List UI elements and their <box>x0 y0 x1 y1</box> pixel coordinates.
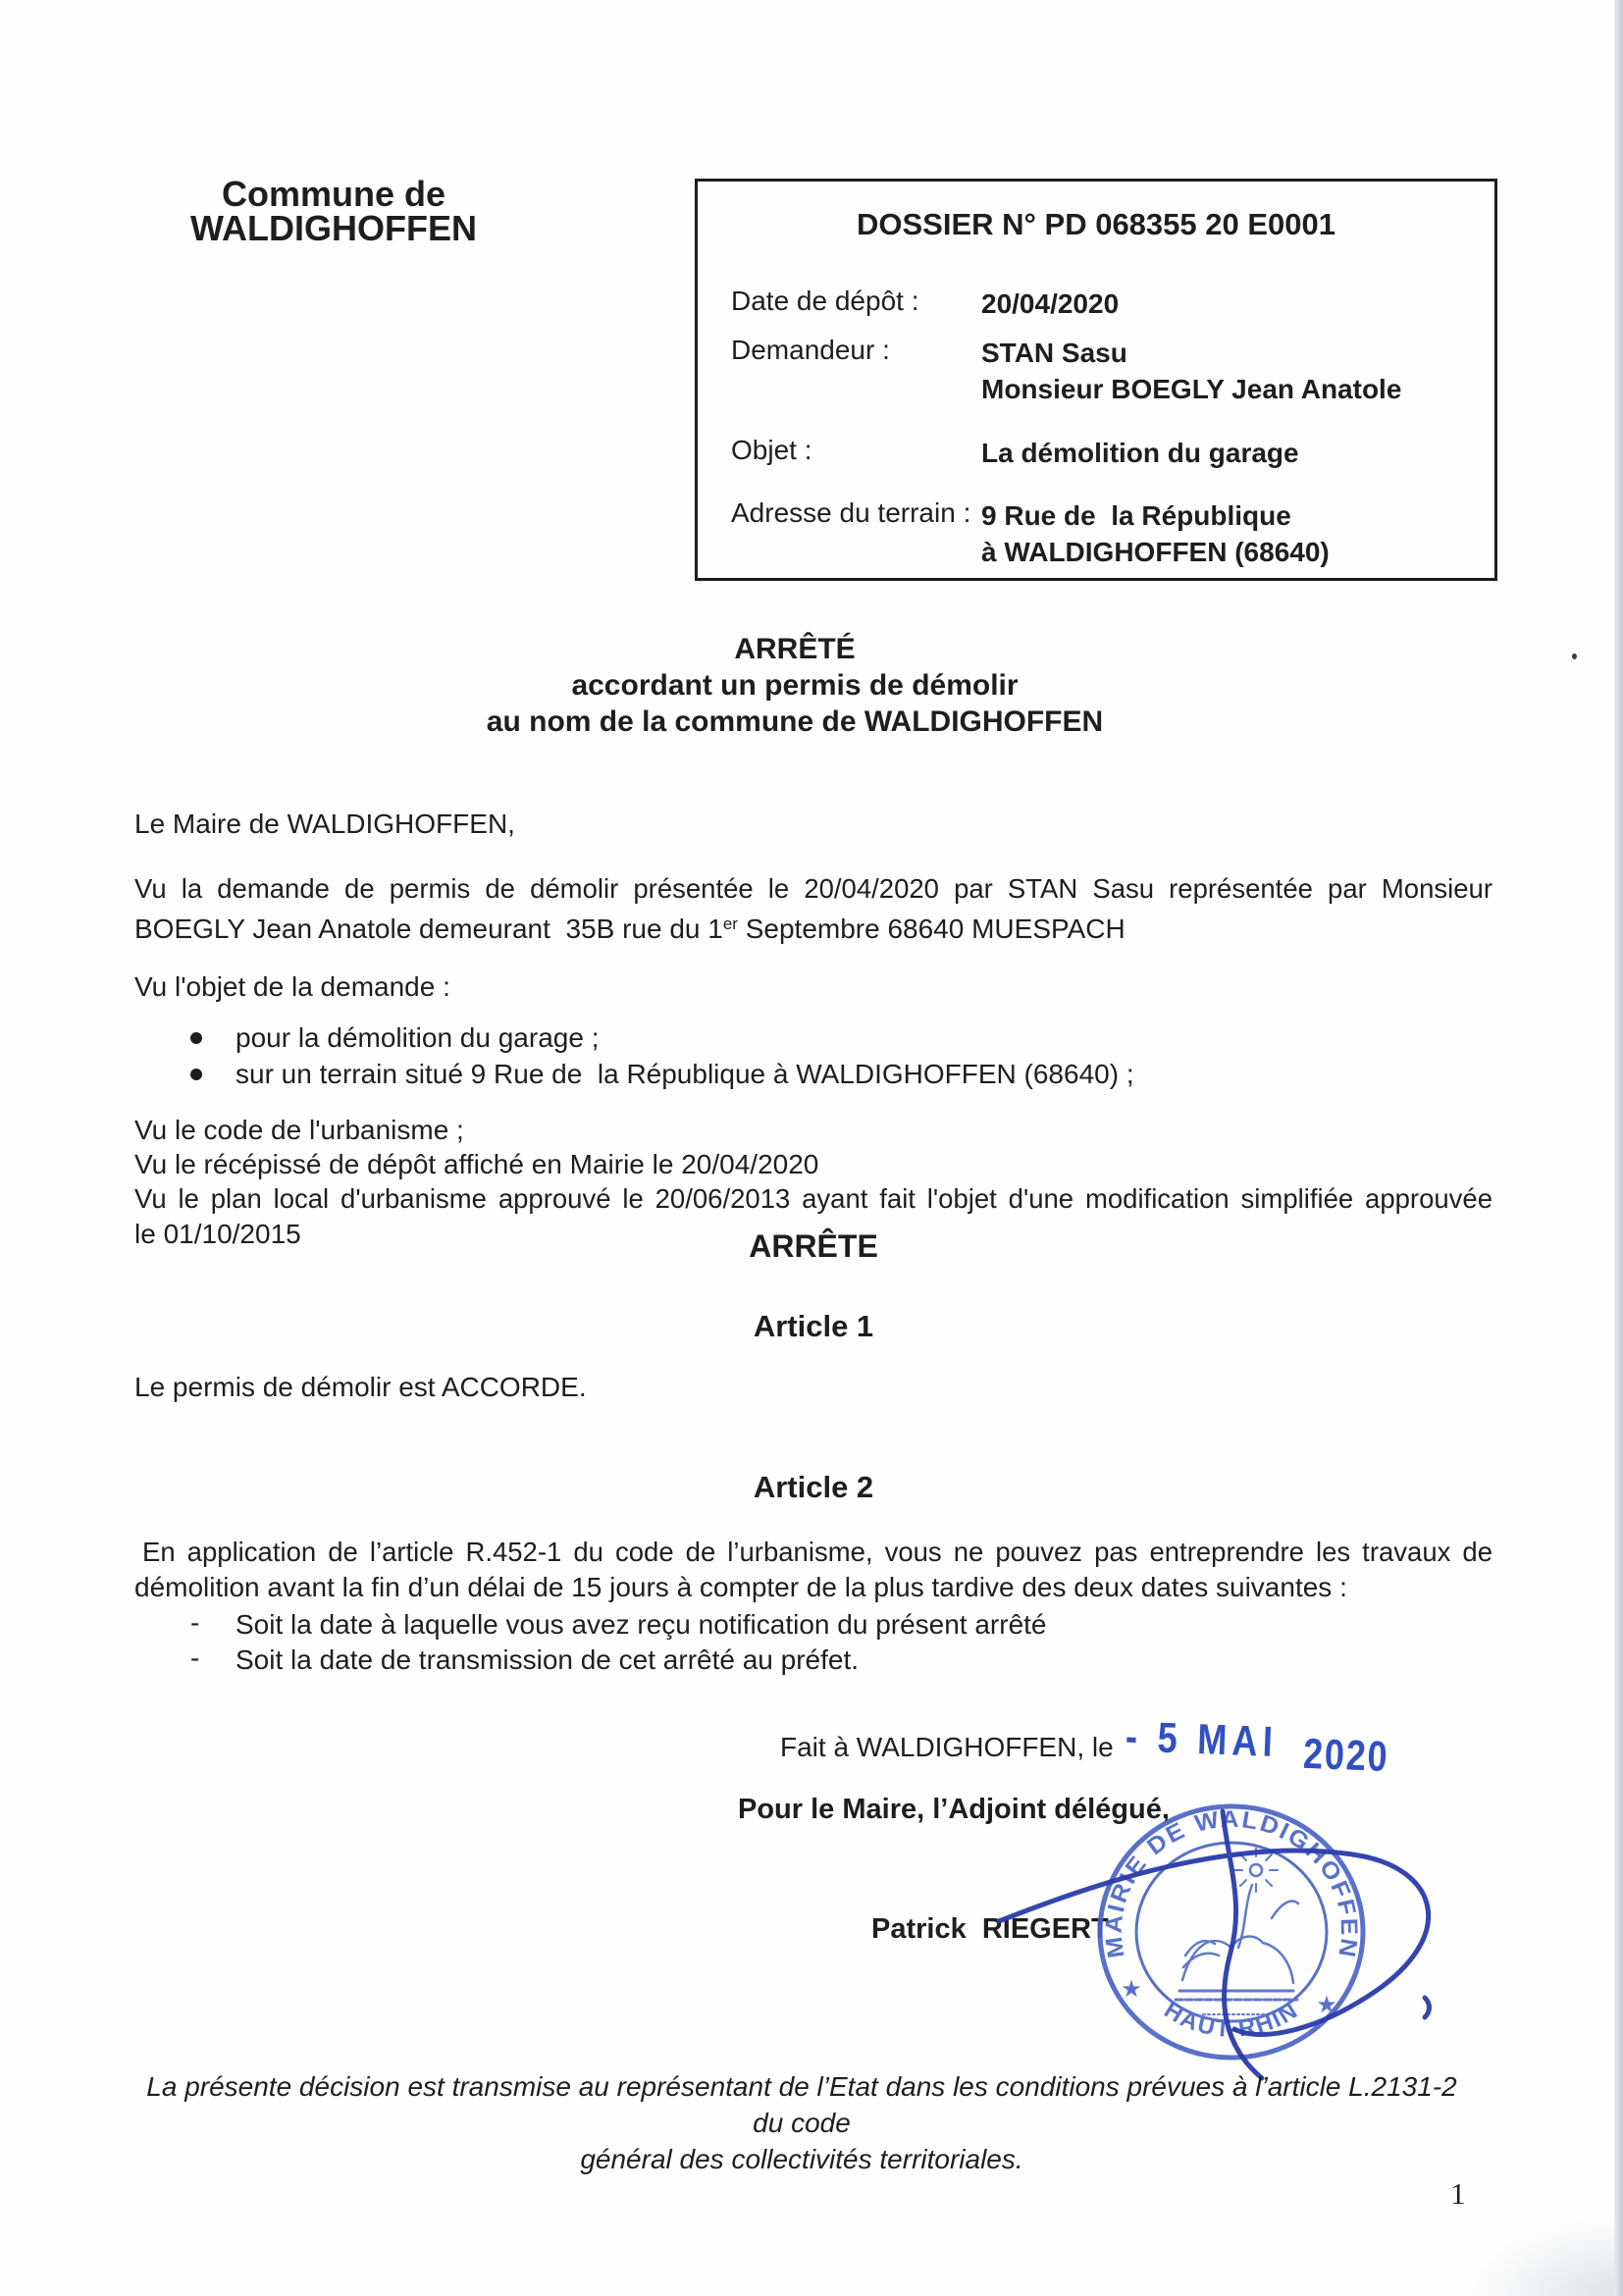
decree-title-line2: accordant un permis de démolir <box>571 669 1019 702</box>
article2-item-2: Soit la date de transmission de cet arrêté au préfet. <box>236 1644 860 1675</box>
field-label-objet: Objet : <box>731 435 812 465</box>
visa-recepisse: Vu le récépissé de dépôt affiché en Mairie le 20/04/2020 <box>134 1149 819 1179</box>
transmission-note <box>134 2068 1469 2177</box>
dash-icon: - <box>190 1607 200 1638</box>
article2-paragraph-line1: En application de l’article R.452-1 du code de l’urbanisme, vous ne pouvez pas entreprendre les travaux de <box>142 1537 1492 1567</box>
place-and-date-label: Fait à WALDIGHOFFEN, le <box>780 1732 1114 1762</box>
commune-header-line1: Commune de <box>221 174 446 214</box>
field-label-demandeur: Demandeur : <box>731 335 890 365</box>
article2-item-1: Soit la date à laquelle vous avez reçu notification du présent arrêté <box>236 1609 1047 1640</box>
decree-title-block <box>134 631 1455 740</box>
visa-plu-line2: le 01/10/2015 <box>134 1219 301 1249</box>
visa-code-urbanisme: Vu le code de l'urbanisme ; <box>134 1115 464 1145</box>
dash-icon: - <box>190 1643 200 1673</box>
signer-name: Patrick RIEGERT <box>871 1913 1109 1945</box>
transmission-note-line1: La présente décision est transmise au représentant de l’Etat dans les conditions prévues à l’article L.2131-2 du code <box>146 2071 1457 2138</box>
handwritten-signature <box>981 1796 1482 2090</box>
object-bullet-2: sur un terrain situé 9 Rue de la République à WALDIGHOFFEN (68640) ; <box>236 1059 1134 1089</box>
stamp-arc-top-text: MAIRIE DE WALDIGHOFFEN <box>1100 1805 1363 1960</box>
date-stamp-day-month: - 5 MAI <box>1125 1712 1280 1766</box>
arrete-heading: ARRÊTE <box>749 1228 878 1264</box>
dossier-box <box>695 179 1497 581</box>
star-icon: ★ <box>1316 1992 1337 2018</box>
article2-paragraph-line2: démolition avant la fin d’un délai de 15 jours à compter de la plus tardive des deux dates suivantes : <box>134 1572 1347 1602</box>
stamp-arc-bottom-text: HAUT-RHIN <box>1159 1996 1304 2043</box>
object-intro: Vu l'objet de la demande : <box>134 971 450 1002</box>
field-value-adresse-1: 9 Rue de la République <box>981 500 1291 531</box>
commune-header <box>147 174 520 248</box>
field-value-date-depot: 20/04/2020 <box>981 288 1120 319</box>
article1-text: Le permis de démolir est ACCORDE. <box>134 1372 587 1402</box>
star-icon: ★ <box>1121 1976 1142 2003</box>
bullet-icon <box>190 1032 202 1044</box>
commune-header-line2: WALDIGHOFFEN <box>190 208 477 248</box>
object-bullet-1: pour la démolition du garage ; <box>236 1022 600 1053</box>
request-line2-tail: Septembre 68640 MUESPACH <box>737 913 1126 944</box>
salutation: Le Maire de WALDIGHOFFEN, <box>134 809 515 839</box>
request-line2-text: BOEGLY Jean Anatole demeurant 35B rue du 1 <box>134 913 723 944</box>
dossier-number-title: DOSSIER N° PD 068355 20 E0001 <box>856 207 1335 241</box>
field-value-objet: La démolition du garage <box>981 438 1299 468</box>
bullet-icon <box>190 1069 202 1080</box>
visa-plu-line1: Vu le plan local d'urbanisme approuvé le 20/06/2013 ayant fait l'objet d'une modification simplifiée approuvée <box>134 1183 1492 1214</box>
date-stamp <box>1125 1712 1390 1781</box>
field-value-demandeur-1: STAN Sasu <box>981 338 1127 368</box>
scan-corner-shadow <box>1467 2218 1614 2296</box>
request-paragraph-line1: Vu la demande de permis de démolir présentée le 20/04/2020 par STAN Sasu représentée par Monsieur <box>134 873 1492 904</box>
field-label-date-depot: Date de dépôt : <box>731 286 919 316</box>
scan-edge <box>1614 0 1623 2296</box>
request-paragraph-line2 <box>134 907 1126 947</box>
field-label-adresse: Adresse du terrain : <box>731 497 971 528</box>
page-number: 1 <box>1450 2176 1466 2211</box>
article2-heading: Article 2 <box>753 1470 874 1504</box>
transmission-note-line2: général des collectivités territoriales. <box>580 2144 1023 2174</box>
scan-stray-mark <box>1572 653 1577 659</box>
decree-title-line1: ARRÊTÉ <box>734 633 856 665</box>
date-stamp-year: 2020 <box>1302 1729 1390 1781</box>
article1-heading: Article 1 <box>753 1309 874 1343</box>
field-value-demandeur-2: Monsieur BOEGLY Jean Anatole <box>981 374 1402 404</box>
field-value-adresse-2: à WALDIGHOFFEN (68640) <box>981 537 1330 567</box>
ordinal-superscript: er <box>722 914 738 933</box>
decree-title-line3: au nom de la commune de WALDIGHOFFEN <box>486 705 1104 738</box>
delegate-line: Pour le Maire, l’Adjoint délégué, <box>738 1794 1170 1825</box>
